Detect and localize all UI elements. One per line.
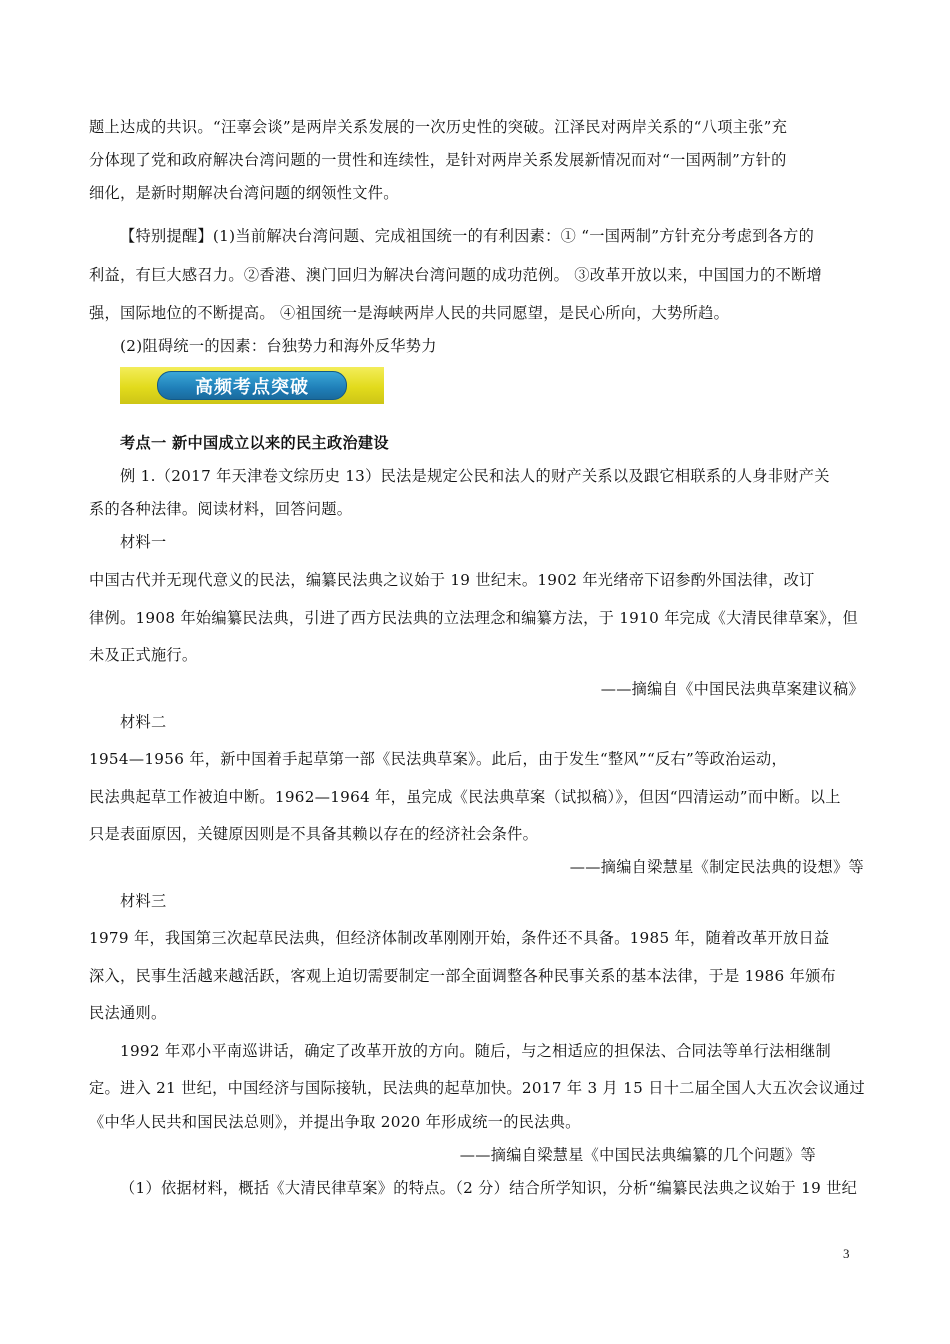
paragraph-line: 细化，是新时期解决台湾问题的纲领性文件。 bbox=[89, 184, 399, 202]
material-line: 1954—1956 年，新中国着手起草第一部《民法典草案》。此后，由于发生“整风”“反右”等政治运动， bbox=[89, 750, 788, 768]
section-title: 考点一 新中国成立以来的民主政治建设 bbox=[120, 434, 389, 452]
material-line: 深入，民事生活越来越活跃，客观上迫切需要制定一部全面调整各种民事关系的基本法律，于是 1986 年颁布 bbox=[89, 967, 837, 985]
material-line: 《中华人民共和国民法总则》，并提出争取 2020 年形成统一的民法典。 bbox=[89, 1113, 581, 1131]
source-citation: ——摘编自梁慧星《制定民法典的设想》等 bbox=[569, 858, 864, 876]
material-heading: 材料二 bbox=[120, 713, 167, 731]
reminder-line: 强，国际地位的不断提高。 ④祖国统一是海峡两岸人民的共同愿望，是民心所向，大势所趋。 bbox=[89, 304, 730, 322]
example-line: 例 1.（2017 年天津卷文综历史 13）民法是规定公民和法人的财产关系以及跟它相联系的人身非财产关 bbox=[120, 467, 830, 485]
example-line: 系的各种法律。阅读材料，回答问题。 bbox=[89, 500, 353, 518]
banner-title: 高频考点突破 bbox=[195, 376, 309, 398]
material-heading: 材料一 bbox=[120, 533, 167, 551]
reminder-line: 利益，有巨大感召力。②香港、澳门回归为解决台湾问题的成功范例。 ③改革开放以来，中国国力的不断增 bbox=[89, 266, 823, 284]
material-line: 1992 年邓小平南巡讲话，确定了改革开放的方向。随后，与之相适应的担保法、合同法等单行法相继制 bbox=[120, 1042, 831, 1060]
material-line: 民法通则。 bbox=[89, 1004, 167, 1022]
question-line: （1）依据材料，概括《大清民律草案》的特点。（2 分）结合所学知识，分析“编纂民法典之议始于 19 世纪 bbox=[120, 1179, 858, 1197]
material-line: 中国古代并无现代意义的民法，编纂民法典之议始于 19 世纪末。1902 年光绪帝下诏参酌外国法律，改订 bbox=[89, 571, 815, 589]
material-line: 只是表面原因，关键原因则是不具备其赖以存在的经济社会条件。 bbox=[89, 825, 539, 843]
reminder-line: 【特别提醒】(1)当前解决台湾问题、完成祖国统一的有利因素：① “一国两制”方针充分考虑到各方的 bbox=[120, 227, 815, 245]
section-banner bbox=[120, 367, 384, 404]
material-line: 1979 年，我国第三次起草民法典，但经济体制改革刚刚开始，条件还不具备。1985 年，随着改革开放日益 bbox=[89, 929, 830, 947]
material-line: 定。进入 21 世纪，中国经济与国际接轨，民法典的起草加快。2017 年 3 月 15 日十二届全国人大五次会议通过 bbox=[89, 1079, 865, 1097]
material-line: 民法典起草工作被迫中断。1962—1964 年，虽完成《民法典草案（试拟稿）》，但因“四清运动”而中断。以上 bbox=[89, 788, 841, 806]
material-line: 律例。1908 年始编纂民法典，引进了西方民法典的立法理念和编纂方法，于 1910 年完成《大清民律草案》，但 bbox=[89, 609, 858, 627]
source-citation: ——摘编自梁慧星《中国民法典编纂的几个问题》等 bbox=[459, 1146, 816, 1164]
paragraph-line: 分体现了党和政府解决台湾问题的一贯性和连续性，是针对两岸关系发展新情况而对“一国两制”方针的 bbox=[89, 151, 787, 169]
material-heading: 材料三 bbox=[120, 892, 167, 910]
page-number: 3 bbox=[843, 1246, 850, 1261]
paragraph-line: 题上达成的共识。“汪辜会谈”是两岸关系发展的一次历史性的突破。江泽民对两岸关系的“八项主张”充 bbox=[89, 118, 788, 136]
reminder-line: (2)阻碍统一的因素：台独势力和海外反华势力 bbox=[120, 337, 437, 355]
source-citation: ——摘编自《中国民法典草案建议稿》 bbox=[600, 680, 864, 698]
material-line: 未及正式施行。 bbox=[89, 646, 198, 664]
banner-pill bbox=[157, 371, 347, 400]
